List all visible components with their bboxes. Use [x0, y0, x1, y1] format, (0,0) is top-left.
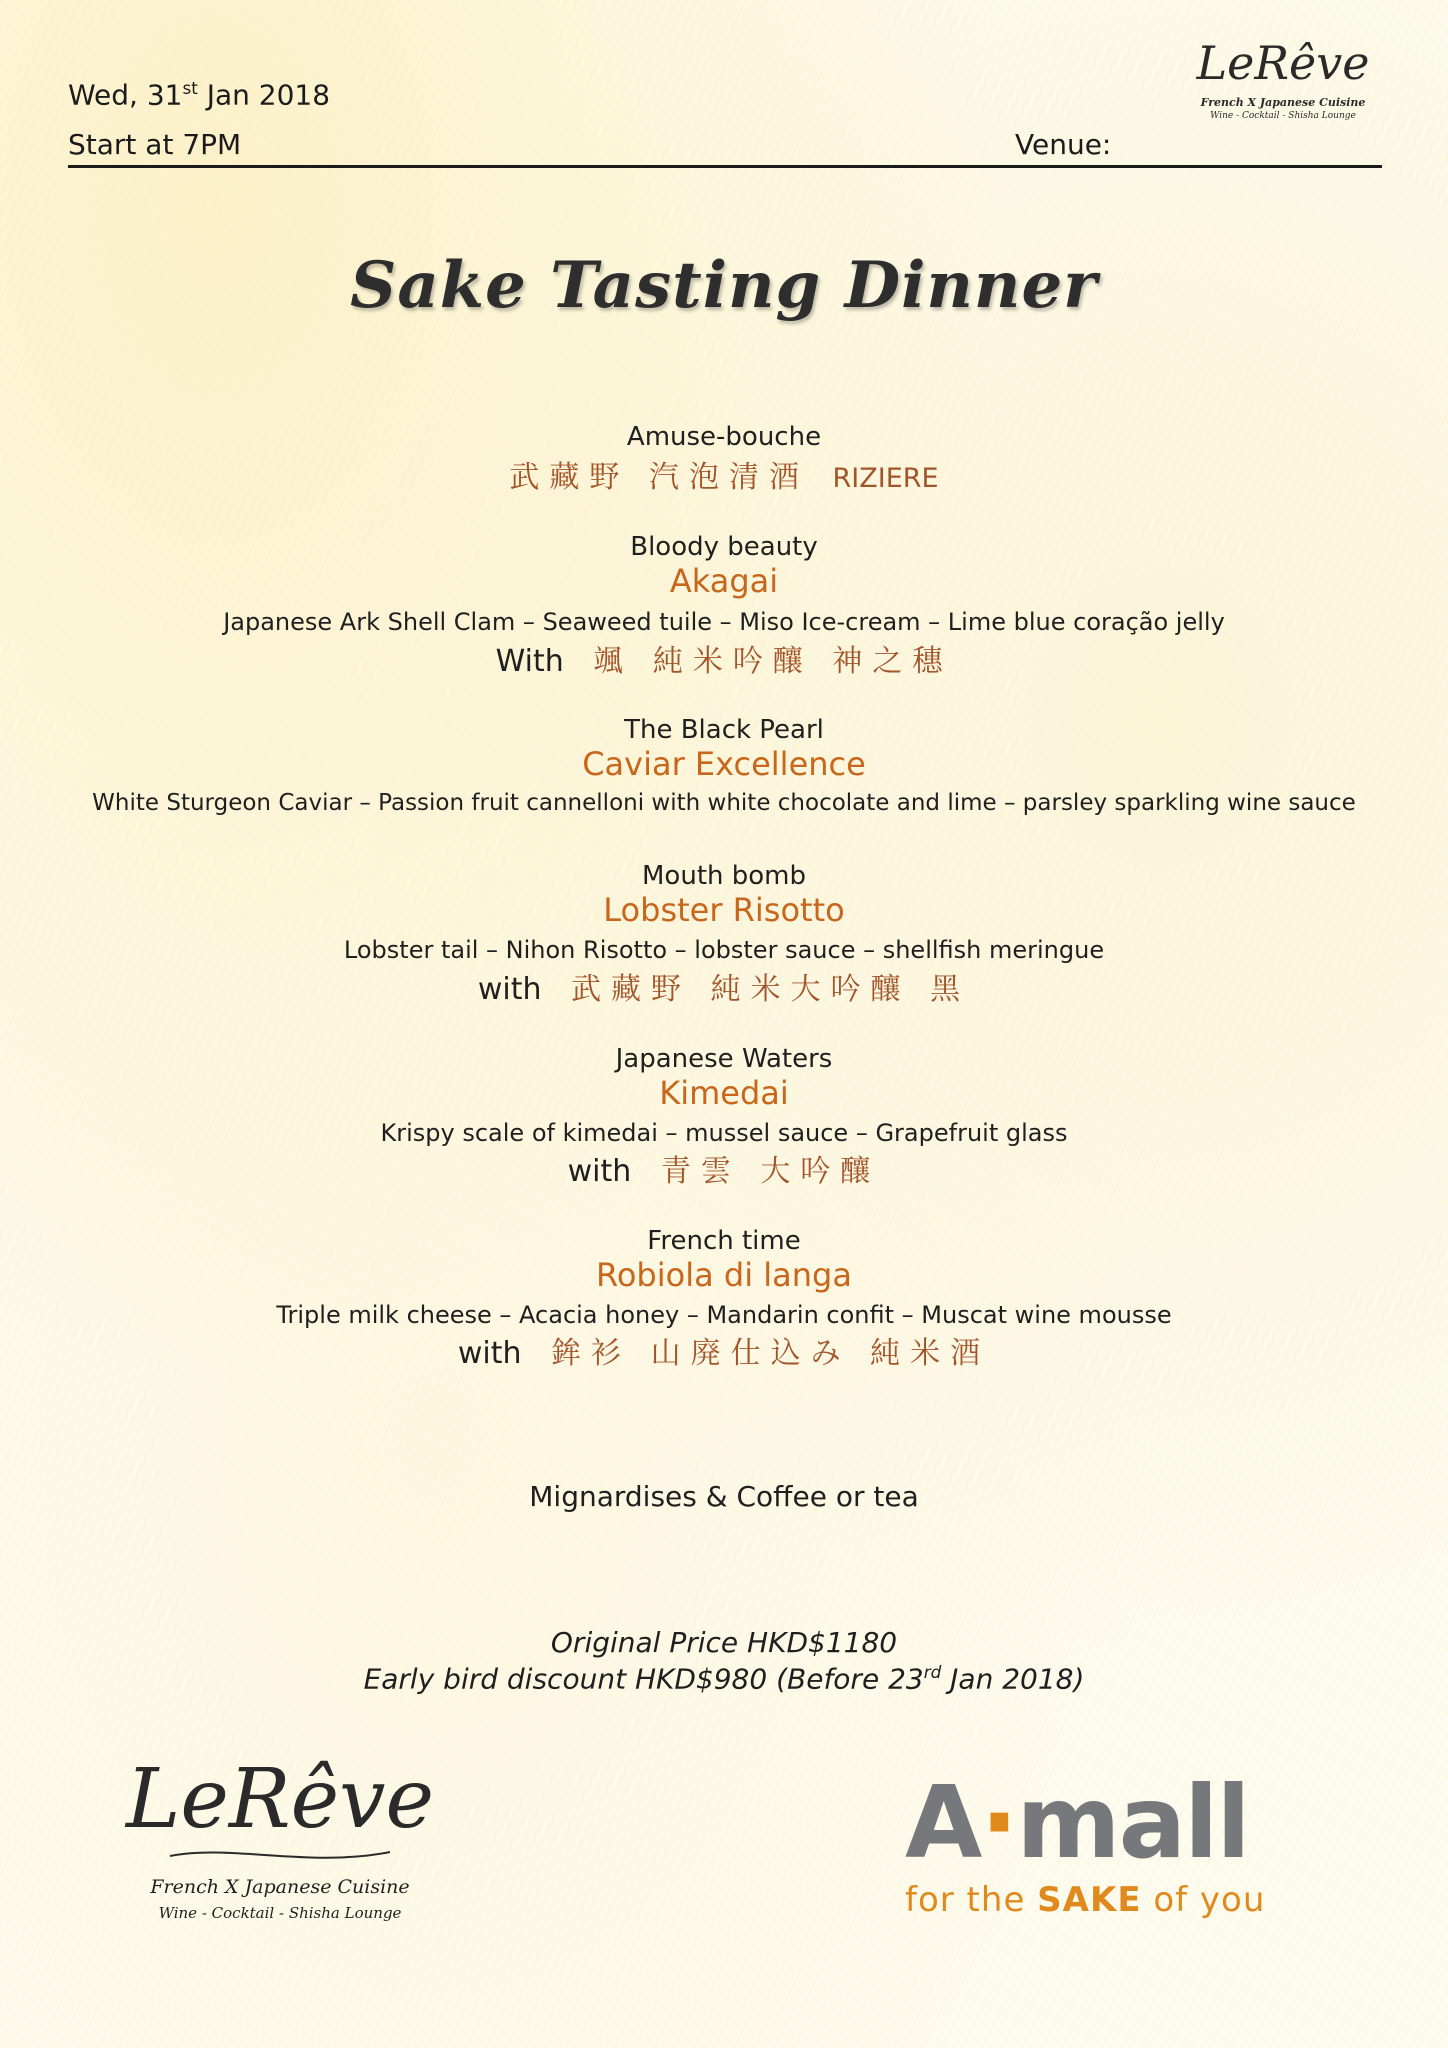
date-rest: Jan 2018: [197, 78, 331, 112]
sponsor-brand-a: A: [905, 1764, 981, 1881]
course-sake: [0, 964, 1448, 1008]
early-bird-text: Early bird discount HKD$980 (Before 23: [363, 1662, 924, 1696]
sake-name-cjk: 武藏野 汽泡清酒: [509, 460, 809, 495]
course-dish: Lobster Risotto: [603, 891, 845, 929]
course-category: Japanese Waters: [615, 1044, 833, 1074]
course-category: Bloody beauty: [630, 532, 818, 562]
page-title: Sake Tasting Dinner: [350, 248, 1098, 323]
course-description: White Sturgeon Caviar – Passion fruit cannelloni with white chocolate and lime – parsley sparkling wine sauce: [92, 790, 1356, 816]
course-sake: [0, 636, 1448, 680]
course-sake: [0, 1328, 1448, 1372]
date-suffix: st: [182, 78, 198, 98]
date-main: Wed, 31: [68, 78, 183, 112]
sponsor-brand-dot: ·: [980, 1764, 1017, 1881]
sake-name-cjk: 颯 純米吟釀 神之穗: [593, 644, 953, 679]
with-label: with: [567, 1154, 632, 1189]
venue-logo-tagline: Wine - Cocktail - Shisha Lounge: [1210, 111, 1356, 121]
sponsor-tag-post: of you: [1141, 1880, 1266, 1920]
event-date: [68, 78, 330, 111]
course-dish: Akagai: [669, 562, 779, 600]
course-category: The Black Pearl: [624, 715, 824, 745]
course-description: Japanese Ark Shell Clam – Seaweed tuile – Miso Ice-cream – Lime blue coração jelly: [223, 608, 1225, 636]
sponsor-wordmark: [905, 1764, 1285, 1881]
footer-venue-logo: [120, 1750, 440, 1922]
footer-logo-tagline: Wine - Cocktail - Shisha Lounge: [158, 1904, 402, 1922]
course-sake: [0, 1146, 1448, 1190]
sponsor-tag-bold: SAKE: [1037, 1880, 1142, 1920]
course-category: Amuse-bouche: [626, 422, 822, 452]
sponsor-logo: [905, 1764, 1285, 1920]
sponsor-tagline: [905, 1880, 1285, 1920]
finale-course: Mignardises & Coffee or tea: [529, 1480, 919, 1513]
venue-logo-name: LeRêve: [1196, 36, 1370, 90]
original-price: Original Price HKD$1180: [550, 1626, 898, 1659]
course-description: Lobster tail – Nihon Risotto – lobster sauce – shellfish meringue: [343, 936, 1105, 964]
with-label: with: [477, 972, 542, 1007]
early-bird-price: [0, 1662, 1448, 1695]
start-time: Start at 7PM: [68, 128, 242, 161]
venue-logo-subtitle: French X Japanese Cuisine: [1200, 96, 1366, 109]
course-dish: Robiola di langa: [596, 1256, 852, 1294]
course-description: Krispy scale of kimedai – mussel sauce – Grapefruit glass: [380, 1119, 1068, 1147]
footer-logo-name: LeRêve: [125, 1752, 435, 1847]
course-dish: Kimedai: [659, 1074, 789, 1112]
sake-name-cjk: 鉾衫 山廃仕込み 純米酒: [551, 1336, 991, 1371]
course-category: Mouth bomb: [642, 861, 806, 891]
early-bird-text-end: Jan 2018): [941, 1662, 1085, 1696]
footer-logo-subtitle: French X Japanese Cuisine: [150, 1876, 410, 1898]
with-label: With: [495, 644, 564, 679]
venue-logo: [1188, 36, 1378, 121]
with-label: with: [457, 1336, 522, 1371]
header-divider: [68, 165, 1382, 168]
course-description: Triple milk cheese – Acacia honey – Mandarin confit – Muscat wine mousse: [276, 1301, 1172, 1329]
course-dish: Caviar Excellence: [582, 745, 866, 783]
sponsor-brand-rest: mall: [1016, 1764, 1249, 1881]
course-sake: [0, 452, 1448, 496]
sake-name-latin: RIZIERE: [832, 463, 939, 494]
sake-name-cjk: 武藏野 純米大吟釀 黑: [571, 972, 971, 1007]
sake-name-cjk: 青雲 大吟釀: [660, 1154, 881, 1189]
early-bird-date-suffix: rd: [923, 1662, 942, 1682]
sponsor-tag-pre: for the: [905, 1880, 1038, 1920]
venue-label: Venue:: [1015, 128, 1112, 161]
course-category: French time: [647, 1226, 801, 1256]
